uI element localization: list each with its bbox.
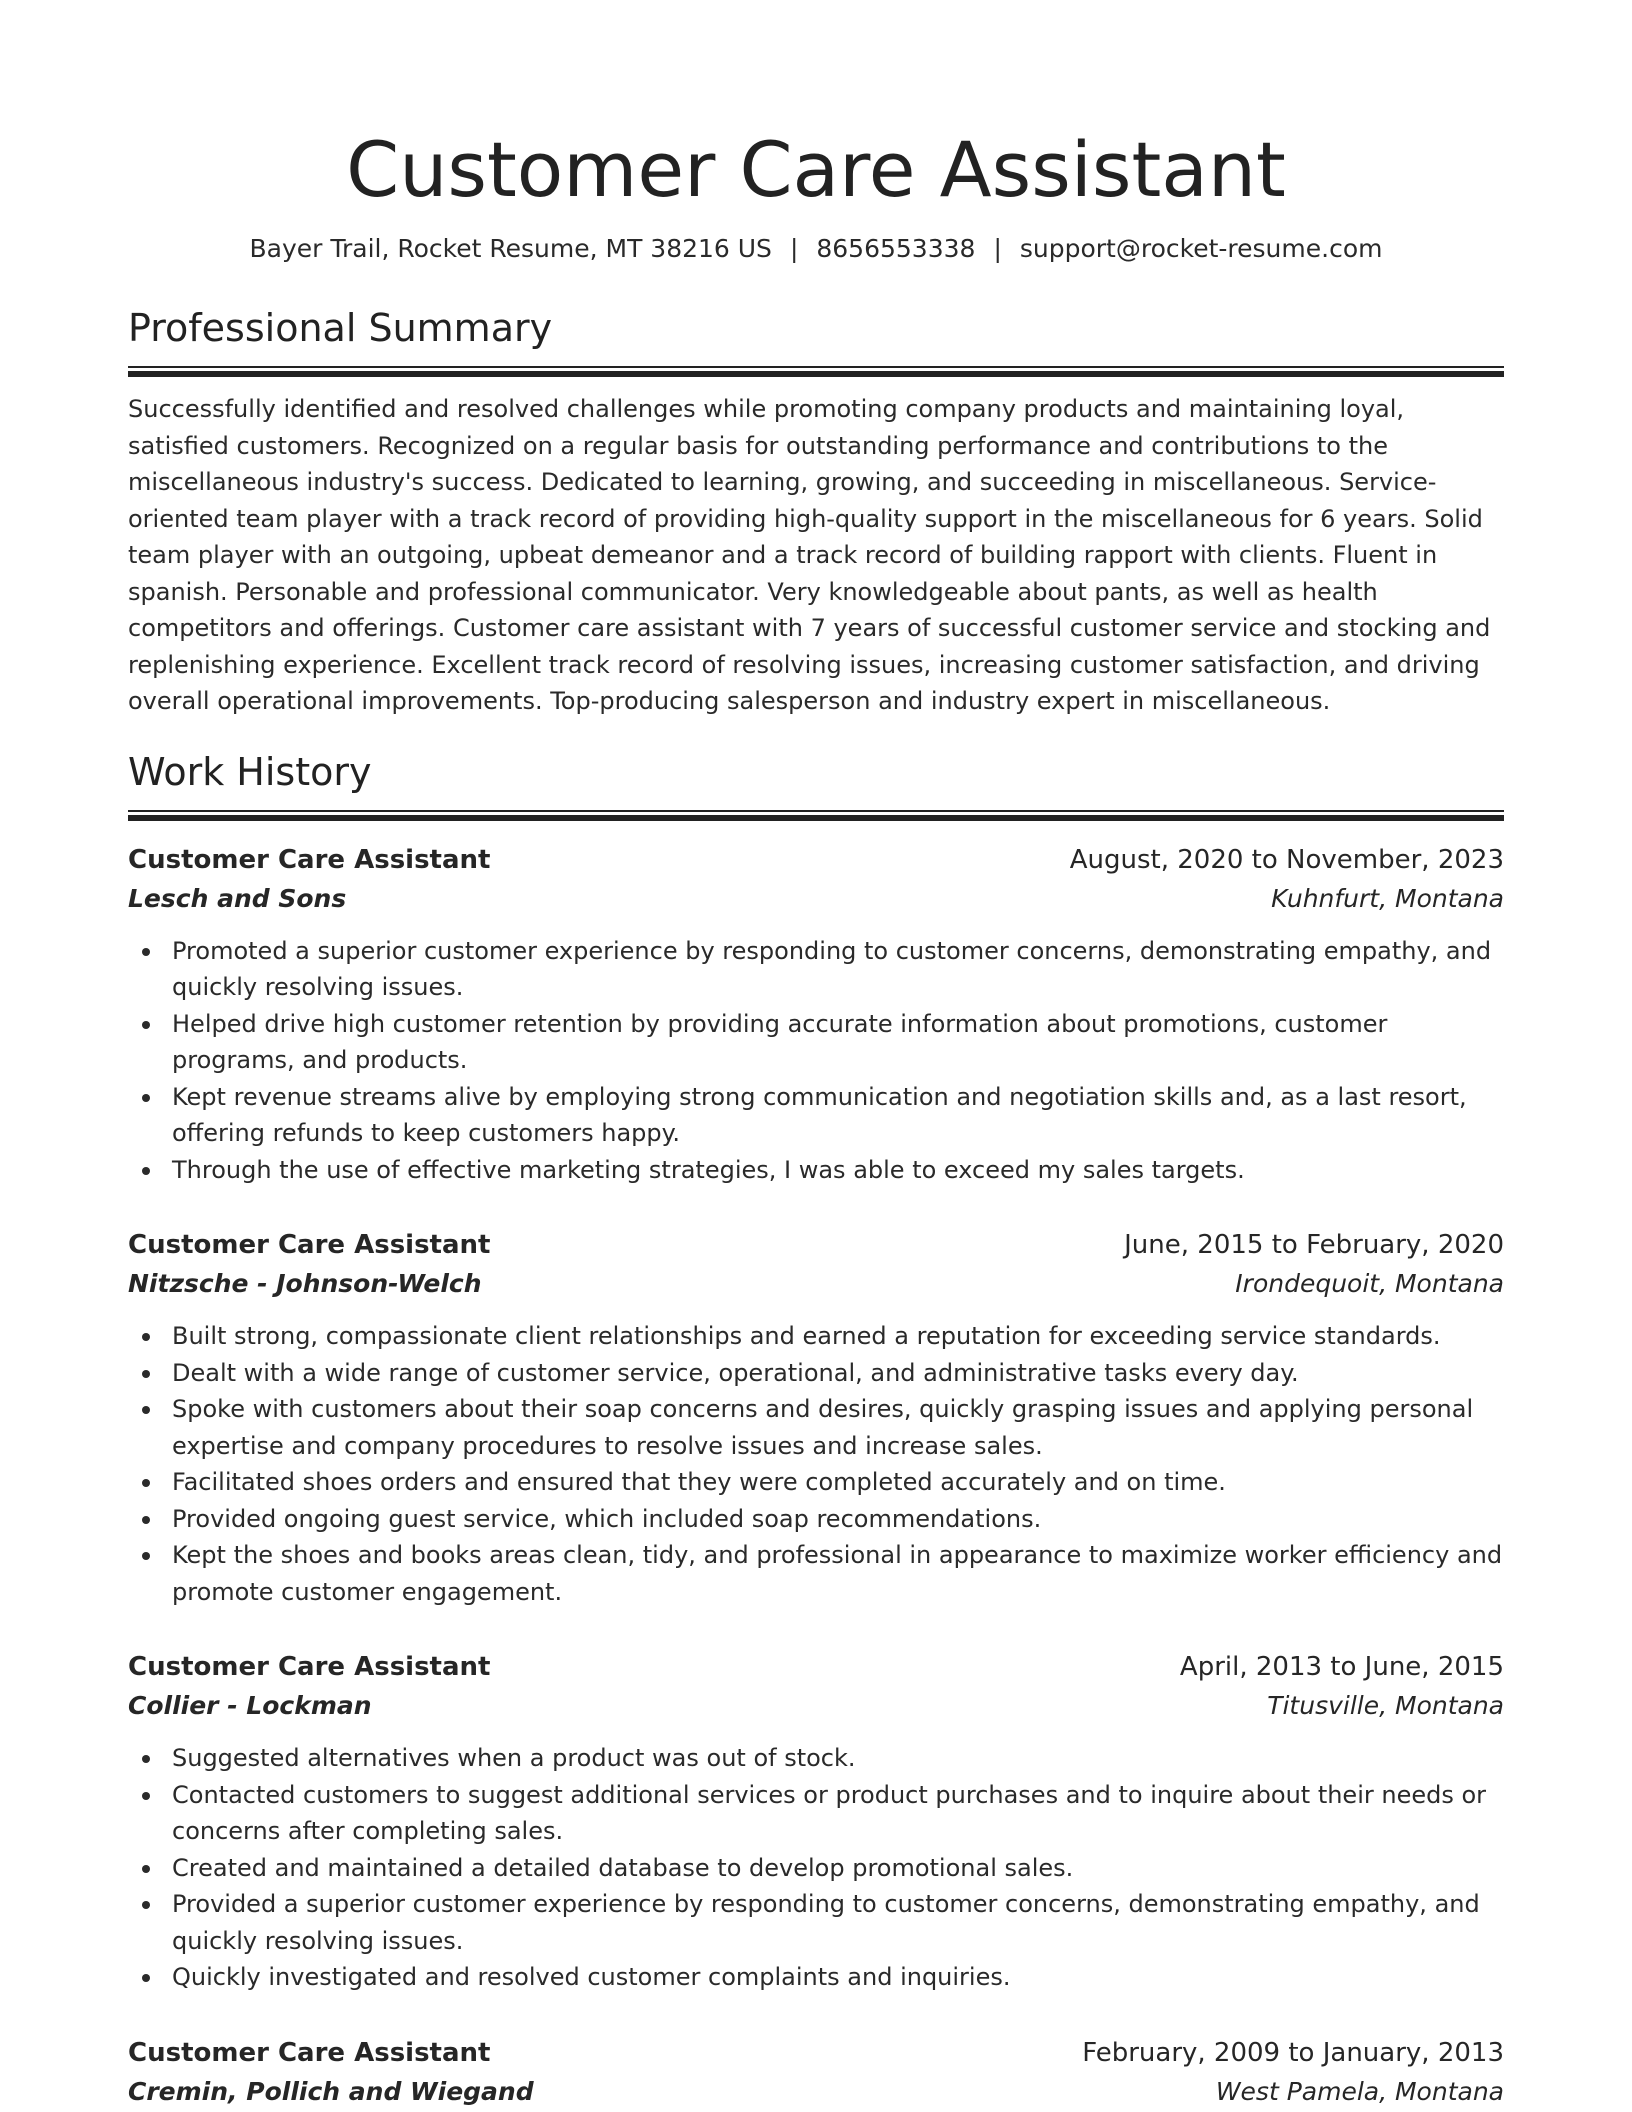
list-item: Created and maintained a detailed database to develop promotional sales. <box>128 1850 1504 1887</box>
job-dates: June, 2015 to February, 2020 <box>1124 1230 1504 1260</box>
job-title: Customer Care Assistant <box>128 2037 491 2068</box>
company-name: Lesch and Sons <box>128 883 347 913</box>
job-entry <box>128 2034 1504 2112</box>
list-item: Kept the shoes and books areas clean, tidy, and professional in appearance to maximize worker efficiency and promote customer engagement. <box>128 1537 1504 1610</box>
job-location: Irondequoit, Montana <box>1235 1269 1504 1298</box>
candidate-name: Customer Care Assistant <box>346 125 1286 214</box>
company-name: Nitzsche - Johnson-Welch <box>128 1269 482 1298</box>
list-item: Built strong, compassionate client relationships and earned a reputation for exceeding service standards. <box>128 1318 1504 1355</box>
job-location: Kuhnfurt, Montana <box>1271 883 1504 913</box>
job-entry <box>128 1648 1504 1996</box>
list-item: Helped drive high customer retention by providing accurate information about promotions, customer programs, and products. <box>128 1006 1504 1079</box>
resume-page <box>128 0 1504 2112</box>
job-entry <box>128 841 1504 1189</box>
contact-phone: 8656553338 <box>816 234 976 263</box>
contact-address: Bayer Trail, Rocket Resume, MT 38216 US <box>249 234 772 263</box>
list-item: Kept revenue streams alive by employing strong communication and negotiation skills and, as a last resort, offering refunds to keep customers happy. <box>128 1079 1504 1152</box>
section-divider <box>128 810 1504 821</box>
contact-email: support@rocket-resume.com <box>1019 234 1383 263</box>
list-item: Promoted a superior customer experience by responding to customer concerns, demonstrating empathy, and quickly resolving issues. <box>128 933 1504 1006</box>
company-name: Collier - Lockman <box>128 1691 372 1720</box>
list-item: Provided ongoing guest service, which included soap recommendations. <box>128 1501 1504 1538</box>
job-location: West Pamela, Montana <box>1215 2076 1504 2106</box>
job-dates: February, 2009 to January, 2013 <box>1082 2037 1504 2068</box>
list-item: Provided a superior customer experience by responding to customer concerns, demonstrating empathy, and quickly resolving issues. <box>128 1886 1504 1959</box>
job-title: Customer Care Assistant <box>128 1652 491 1682</box>
contact-separator: | <box>993 234 1002 263</box>
job-entry <box>128 1226 1504 1610</box>
job-location: Titusville, Montana <box>1267 1691 1504 1720</box>
section-title-work-history: Work History <box>128 749 372 794</box>
job-bullets <box>128 1318 1504 1610</box>
contact-line <box>128 232 1504 266</box>
company-name: Cremin, Pollich and Wiegand <box>128 2076 534 2106</box>
list-item: Through the use of effective marketing strategies, I was able to exceed my sales targets. <box>128 1152 1504 1189</box>
list-item: Dealt with a wide range of customer service, operational, and administrative tasks every day. <box>128 1355 1504 1392</box>
contact-separator: | <box>789 234 799 263</box>
list-item: Contacted customers to suggest additional services or product purchases and to inquire about their needs or concerns after completing sales. <box>128 1777 1504 1850</box>
job-dates: April, 2013 to June, 2015 <box>1179 1652 1504 1682</box>
job-list <box>128 841 1504 2112</box>
professional-summary-section <box>128 304 1504 720</box>
job-bullets <box>128 933 1504 1189</box>
job-title: Customer Care Assistant <box>128 1230 491 1260</box>
list-item: Suggested alternatives when a product was out of stock. <box>128 1740 1504 1777</box>
section-title-summary: Professional Summary <box>128 306 553 350</box>
list-item: Quickly investigated and resolved customer complaints and inquiries. <box>128 1959 1504 1996</box>
job-dates: August, 2020 to November, 2023 <box>1069 844 1504 875</box>
job-bullets <box>128 1740 1504 1996</box>
list-item: Spoke with customers about their soap concerns and desires, quickly grasping issues and applying personal expertise and company procedures to resolve issues and increase sales. <box>128 1391 1504 1464</box>
summary-paragraph: Successfully identified and resolved challenges while promoting company products and maintaining loyal, satisfied customers. Recognized on a regular basis for outstanding performance and contributions to the miscellaneous industry's success. Dedicated to learning, growing, and succeeding in miscellaneous. Service-oriented team player with a track record of providing high-quality support in the miscellaneous for 6 years. Solid team player with an outgoing, upbeat demeanor and a track record of building rapport with clients. Fluent in spanish. Personable and professional communicator. Very knowledgeable about pants, as well as health competitors and offerings. Customer care assistant with 7 years of successful customer service and stocking and replenishing experience. Excellent track record of resolving issues, increasing customer satisfaction, and driving overall operational improvements. Top-producing salesperson and industry expert in miscellaneous. <box>128 395 1491 715</box>
job-title: Customer Care Assistant <box>128 844 491 875</box>
list-item: Facilitated shoes orders and ensured that they were completed accurately and on time. <box>128 1464 1504 1501</box>
section-divider <box>128 366 1504 377</box>
work-history-section <box>128 748 1504 2112</box>
